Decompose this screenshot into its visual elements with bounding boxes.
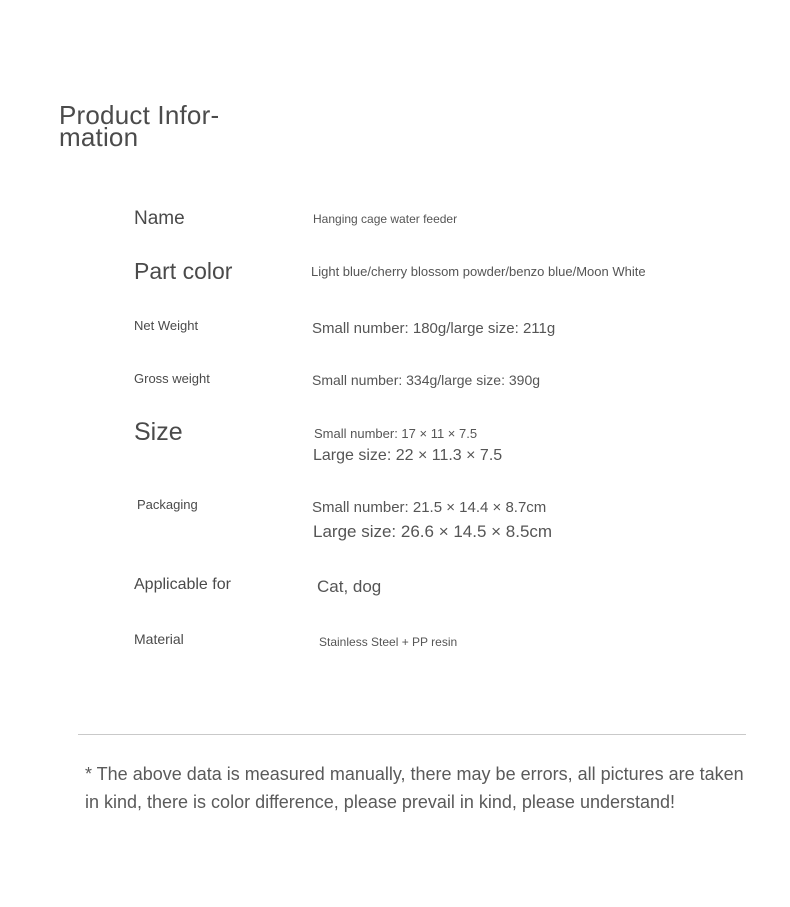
packaging-small-value: Small number: 21.5 × 14.4 × 8.7cm: [312, 499, 547, 516]
size-label: Size: [134, 418, 183, 446]
page-title: [59, 100, 220, 152]
net-weight-value: Small number: 180g/large size: 211g: [312, 320, 556, 337]
part-color-label: Part color: [134, 258, 233, 284]
packaging-label: Packaging: [137, 497, 198, 512]
name-label: Name: [134, 208, 185, 229]
size-large-value: Large size: 22 × 11.3 × 7.5: [313, 447, 503, 464]
net-weight-label: Net Weight: [134, 318, 199, 333]
packaging-large-value: Large size: 26.6 × 14.5 × 8.5cm: [313, 522, 553, 541]
page-title-line-1: Product Infor-: [59, 100, 220, 130]
divider: [78, 734, 746, 735]
material-value: Stainless Steel + PP resin: [319, 635, 458, 649]
name-value: Hanging cage water feeder: [313, 212, 458, 226]
gross-weight-label: Gross weight: [134, 371, 210, 386]
part-color-value: Light blue/cherry blossom powder/benzo blue/Moon White: [311, 264, 646, 279]
size-small-value: Small number: 17 × 11 × 7.5: [314, 426, 478, 441]
disclaimer-note: * The above data is measured manually, there may be errors, all pictures are taken in kind, there is color difference, please prevail in kind, please understand!: [85, 764, 744, 812]
material-label: Material: [134, 631, 184, 647]
gross-weight-value: Small number: 334g/large size: 390g: [312, 372, 541, 388]
applicable-for-value: Cat, dog: [317, 577, 382, 596]
page-title-line-2: mation: [59, 122, 139, 152]
applicable-for-label: Applicable for: [134, 576, 231, 593]
